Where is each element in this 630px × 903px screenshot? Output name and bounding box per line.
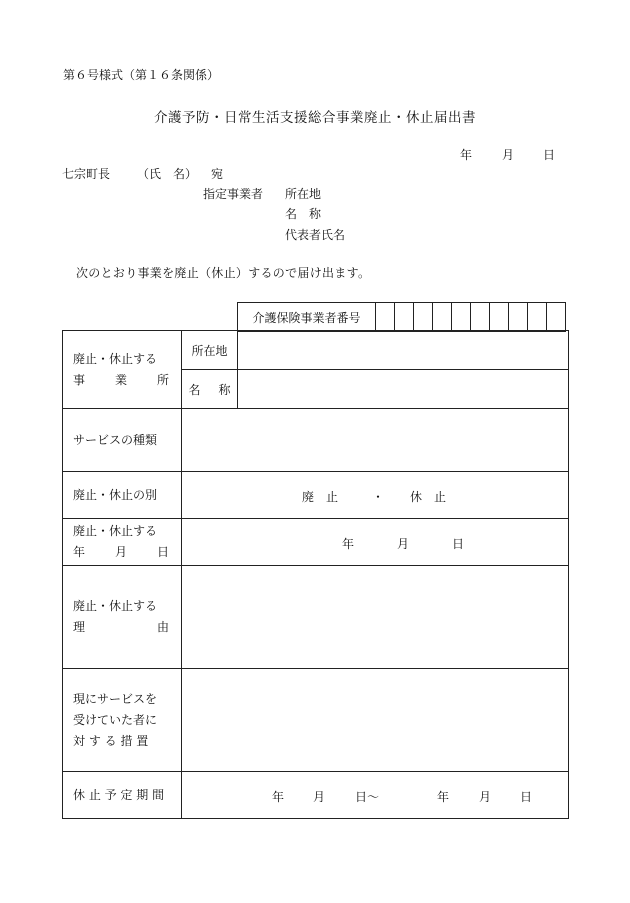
provider-number-digit-9[interactable] xyxy=(528,303,547,332)
service-type-label: サービスの種類 xyxy=(63,409,182,472)
date-label xyxy=(63,519,182,566)
type-label: 廃止・休止の別 xyxy=(63,472,182,519)
provider-number-digit-3[interactable] xyxy=(414,303,433,332)
date-field[interactable] xyxy=(182,519,569,566)
facility-label xyxy=(63,331,182,409)
service-type-field[interactable] xyxy=(182,409,569,472)
period-from-month: 月 xyxy=(313,790,326,804)
provider-number-digit-6[interactable] xyxy=(471,303,490,332)
applicant-name-label: 名 称 xyxy=(285,207,322,221)
date-day-label: 日 xyxy=(543,148,556,162)
period-label: 休 止 予 定 期 間 xyxy=(63,772,182,819)
reason-label-char: 理 xyxy=(73,620,86,634)
date-label-line1: 廃止・休止する xyxy=(73,524,158,538)
facility-label-char: 事 xyxy=(73,372,86,387)
date-year-label: 年 xyxy=(460,148,473,162)
period-to-month: 月 xyxy=(479,790,492,804)
reason-label-line2 xyxy=(73,617,169,638)
type-abolish-option[interactable]: 廃 止 xyxy=(302,490,339,504)
provider-number-table xyxy=(237,302,566,332)
period-to-year: 年 xyxy=(437,790,450,804)
date-year-unit: 年 xyxy=(342,537,355,551)
facility-name-char: 称 xyxy=(218,382,231,397)
measures-label-line3: 対 す る 措 置 xyxy=(73,733,149,748)
reason-label-line1: 廃止・休止する xyxy=(73,599,158,613)
date-label-line2 xyxy=(73,542,169,563)
period-to-day: 日 xyxy=(520,790,533,804)
measures-field[interactable] xyxy=(182,669,569,772)
date-day-unit: 日 xyxy=(452,537,465,551)
facility-address-label: 所在地 xyxy=(182,331,238,370)
applicant-address-label: 所在地 xyxy=(285,187,322,201)
addressee-mayor: 七宗町長 xyxy=(62,167,111,181)
facility-name-char: 名 xyxy=(188,382,201,397)
reason-label-char: 由 xyxy=(156,620,169,634)
provider-number-digit-1[interactable] xyxy=(376,303,395,332)
provider-number-digit-5[interactable] xyxy=(452,303,471,332)
document-title: 介護予防・日常生活支援総合事業廃止・休止届出書 xyxy=(154,110,476,126)
date-label-char: 日 xyxy=(156,545,169,559)
measures-label-line2: 受けていた者に xyxy=(73,712,158,727)
measures-label xyxy=(63,669,182,772)
date-label-char: 月 xyxy=(114,545,127,559)
form-number: 第６号様式（第１６条関係） xyxy=(63,68,220,82)
date-label-char: 年 xyxy=(73,545,86,559)
reason-field[interactable] xyxy=(182,566,569,669)
addressee-suffix: 宛 xyxy=(211,167,224,181)
facility-label-char: 業 xyxy=(114,372,127,387)
applicant-representative-label: 代表者氏名 xyxy=(285,228,346,242)
facility-name-field[interactable] xyxy=(238,370,569,409)
facility-label-line2 xyxy=(73,370,169,391)
period-field[interactable] xyxy=(182,772,569,819)
period-from-day: 日～ xyxy=(355,790,380,804)
period-from-year: 年 xyxy=(272,790,285,804)
intro-text: 次のとおり事業を廃止（休止）するので届け出ます。 xyxy=(76,266,371,280)
applicant-label: 指定事業者 xyxy=(203,187,264,201)
type-choice[interactable] xyxy=(182,472,569,519)
type-separator: ・ xyxy=(372,490,385,504)
reason-label xyxy=(63,566,182,669)
type-suspend-option[interactable]: 休 止 xyxy=(410,490,447,504)
provider-number-label: 介護保険事業者番号 xyxy=(238,303,376,332)
provider-number-digit-8[interactable] xyxy=(509,303,528,332)
facility-address-field[interactable] xyxy=(238,331,569,370)
date-month-label: 月 xyxy=(502,148,515,162)
addressee-name-placeholder: （氏 名） xyxy=(137,167,198,181)
measures-label-line1: 現にサービスを xyxy=(73,691,158,706)
provider-number-digit-4[interactable] xyxy=(433,303,452,332)
provider-number-digit-7[interactable] xyxy=(490,303,509,332)
facility-label-char: 所 xyxy=(156,372,169,387)
provider-number-digit-2[interactable] xyxy=(395,303,414,332)
facility-name-label xyxy=(182,370,238,409)
notification-table xyxy=(62,330,569,819)
date-month-unit: 月 xyxy=(397,537,410,551)
provider-number-digit-10[interactable] xyxy=(547,303,566,332)
facility-label-line1: 廃止・休止する xyxy=(73,351,158,366)
